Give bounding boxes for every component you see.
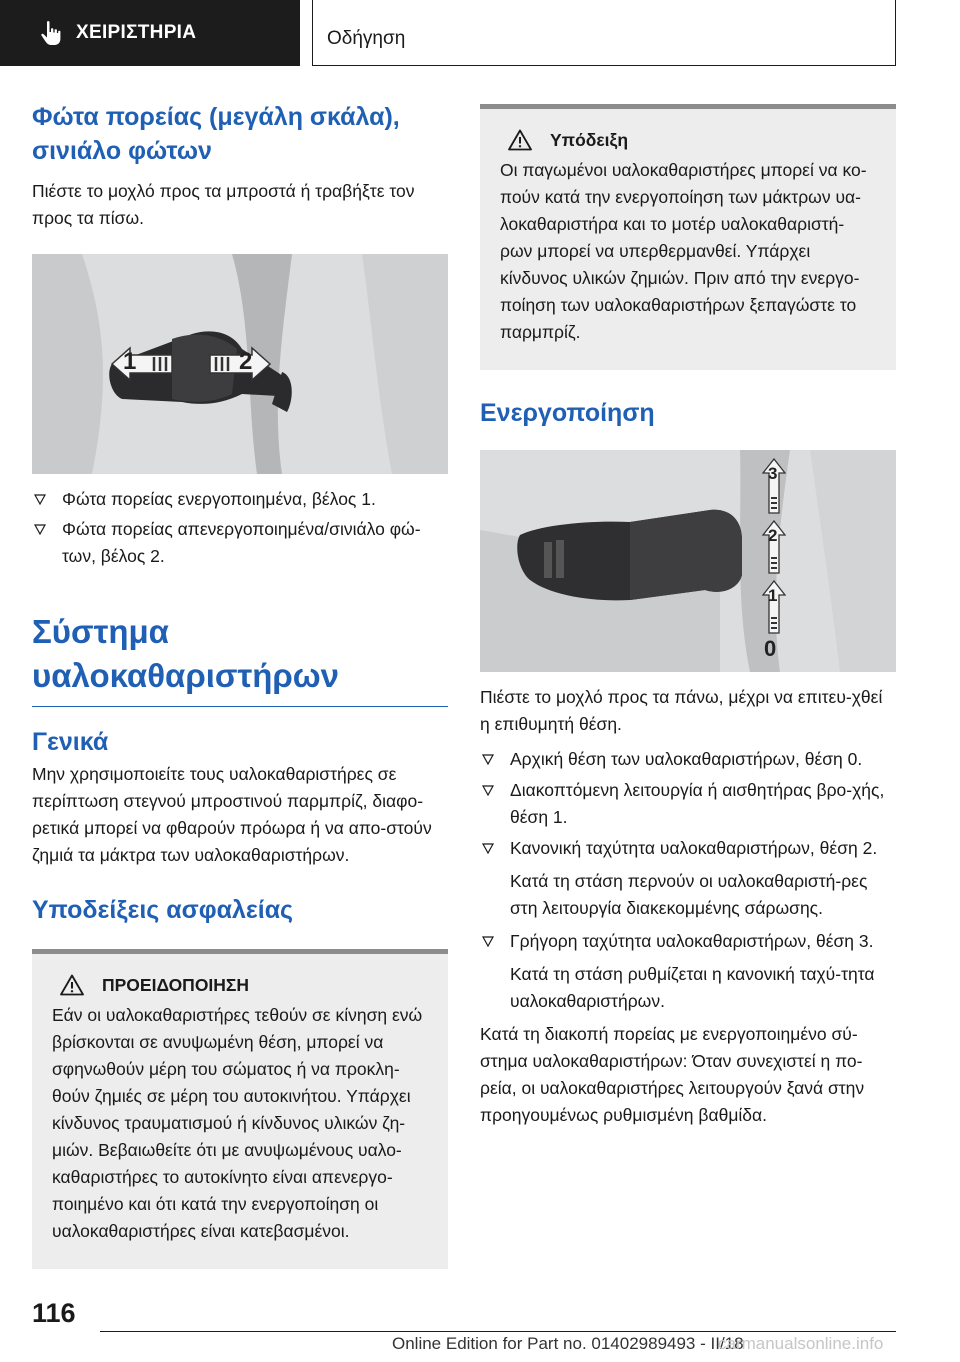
- closing-text: Κατά τη διακοπή πορείας με ενεργοποιημένο σύ-στημα υαλοκαθαριστήρων: Όταν συνεχιστεί η πο-ρεία, οι υαλοκαθαριστήρες λειτουργούν ξανά στην προηγουμένως ρυθμισμένη βαθμίδα.: [480, 1024, 865, 1125]
- high-beam-heading: Φώτα πορείας (μεγάλη σκάλα), σινιάλο φώτων: [32, 103, 400, 165]
- triangle-bullet-icon: [482, 754, 494, 765]
- left-column: [32, 100, 448, 1269]
- triangle-bullet-icon: [34, 524, 46, 535]
- arrow-3-label: 3: [768, 464, 778, 483]
- list-item: Κανονική ταχύτητα υαλοκαθαριστήρων, θέση 2.: [480, 835, 896, 862]
- page-header: [0, 0, 960, 66]
- arrow-1-label: 1: [123, 348, 137, 375]
- position-0-label: 0: [764, 636, 777, 661]
- triangle-bullet-icon: [482, 936, 494, 947]
- triangle-bullet-icon: [482, 785, 494, 796]
- section-title: Οδήγηση: [312, 0, 896, 66]
- list-item: Αρχική θέση των υαλοκαθαριστήρων, θέση 0.: [480, 746, 896, 773]
- right-column: [480, 104, 896, 1129]
- warning-text: Εάν οι υαλοκαθαριστήρες τεθούν σε κίνηση ενώ βρίσκονται σε ανυψωμένη θέση, μπορεί να σφηνωθούν μέρη του σώματος ή να προκλη-θούν ζημιές σε μέρη του αυτοκινήτου. Υπάρχει κίνδυνος τραυματισμού ή κίνδυνος υλικών ζη-μιών. Βεβαιωθείτε ότι με ανυψωμένους υαλο-καθαριστήρες το αυτοκίνητο είναι απενεργο-ποιημένο και ότι κατά την ενεργοποίηση οι υαλοκαθαριστήρες είναι κατεβασμένοι.: [52, 1005, 423, 1241]
- list-item: Διακοπτόμενη λειτουργία ή αισθητήρας βρο-χής, θέση 1.: [480, 777, 896, 831]
- footer-divider: [100, 1331, 896, 1332]
- arrow-1-left-icon: [110, 346, 174, 382]
- list-item: Φώτα πορείας απενεργοποιημένα/σινιάλο φώ-των, βέλος 2.: [32, 516, 448, 570]
- arrow-1-label: 1: [768, 586, 778, 605]
- wiper-system-heading: Σύστημα υαλοκαθαριστήρων: [32, 613, 340, 694]
- wiper-lever-figure: [480, 450, 896, 672]
- list-item-subtext: Κατά τη στάση περνούν οι υαλοκαθαριστή-ρες στη λειτουργία διακεκομμένης σάρωσης.: [510, 871, 868, 918]
- activation-text: Πιέστε το μοχλό προς τα πάνω, μέχρι να επιτευ-χθεί η επιθυμητή θέση.: [480, 687, 883, 734]
- high-beam-lever-figure: [32, 254, 448, 474]
- note-title-row: Υπόδειξη: [500, 129, 876, 151]
- wiper-lever-illustration: [480, 450, 896, 672]
- edition-text: Online Edition for Part no. 01402989493 - II/18: [392, 1334, 744, 1353]
- arrow-2-label: 2: [239, 348, 253, 375]
- wiper-position-list-cont: [480, 928, 896, 955]
- hand-pointer-icon: [40, 20, 62, 46]
- high-beam-text: Πιέστε το μοχλό προς τα μπροστά ή τραβήξτε τον προς τα πίσω.: [32, 181, 415, 228]
- high-beam-list: [32, 486, 448, 570]
- triangle-bullet-icon: [482, 843, 494, 854]
- warning-box: [32, 949, 448, 1269]
- arrow-2-label: 2: [768, 526, 778, 545]
- warning-title-row: ΠΡΟΕΙΔΟΠΟΙΗΣΗ: [52, 974, 428, 996]
- list-item-subtext: Κατά τη στάση ρυθμίζεται η κανονική ταχύ-τητα υαλοκαθαριστήρων.: [510, 964, 875, 1011]
- general-heading: Γενικά: [32, 728, 109, 756]
- list-item: Φώτα πορείας ενεργοποιημένα, βέλος 1.: [32, 486, 448, 513]
- chapter-tab-label: ΧΕΙΡΙΣΤΗΡΙΑ: [76, 22, 197, 43]
- triangle-bullet-icon: [34, 494, 46, 505]
- watermark: carmanualsonline.info: [718, 1334, 884, 1353]
- wiper-position-list: [480, 746, 896, 862]
- activation-heading: Ενεργοποίηση: [480, 399, 655, 427]
- heading-divider: [32, 706, 448, 707]
- general-text: Μην χρησιμοποιείτε τους υαλοκαθαριστήρες σε περίπτωση στεγνού μπροστινού παρμπρίζ, διαφο-ρετικά μπορεί να φθαρούν πρόωρα ή να απο-στούν ζημιά τα μάκτρα των υαλοκαθαριστήρων.: [32, 764, 432, 865]
- note-box: [480, 104, 896, 370]
- page-number: 116: [32, 1298, 76, 1328]
- list-item: Γρήγορη ταχύτητα υαλοκαθαριστήρων, θέση 3.: [480, 928, 896, 955]
- note-text: Οι παγωμένοι υαλοκαθαριστήρες μπορεί να κο-πούν κατά την ενεργοποίηση των μάκτρων υα-λοκαθαριστήρα και το μοτέρ υαλοκαθαριστή-ρων μπορεί να υπερθερμανθεί. Υπάρχει κίνδυνος υλικών ζημιών. Πριν από την ενεργο-ποίηση των υαλοκαθαριστήρων ξεπαγώστε το παρμπρίζ.: [500, 160, 867, 342]
- warning-triangle-icon: [60, 974, 84, 996]
- safety-heading: Υποδείξεις ασφαλείας: [32, 896, 294, 924]
- chapter-tab: [0, 0, 300, 66]
- warning-triangle-icon: [508, 129, 532, 151]
